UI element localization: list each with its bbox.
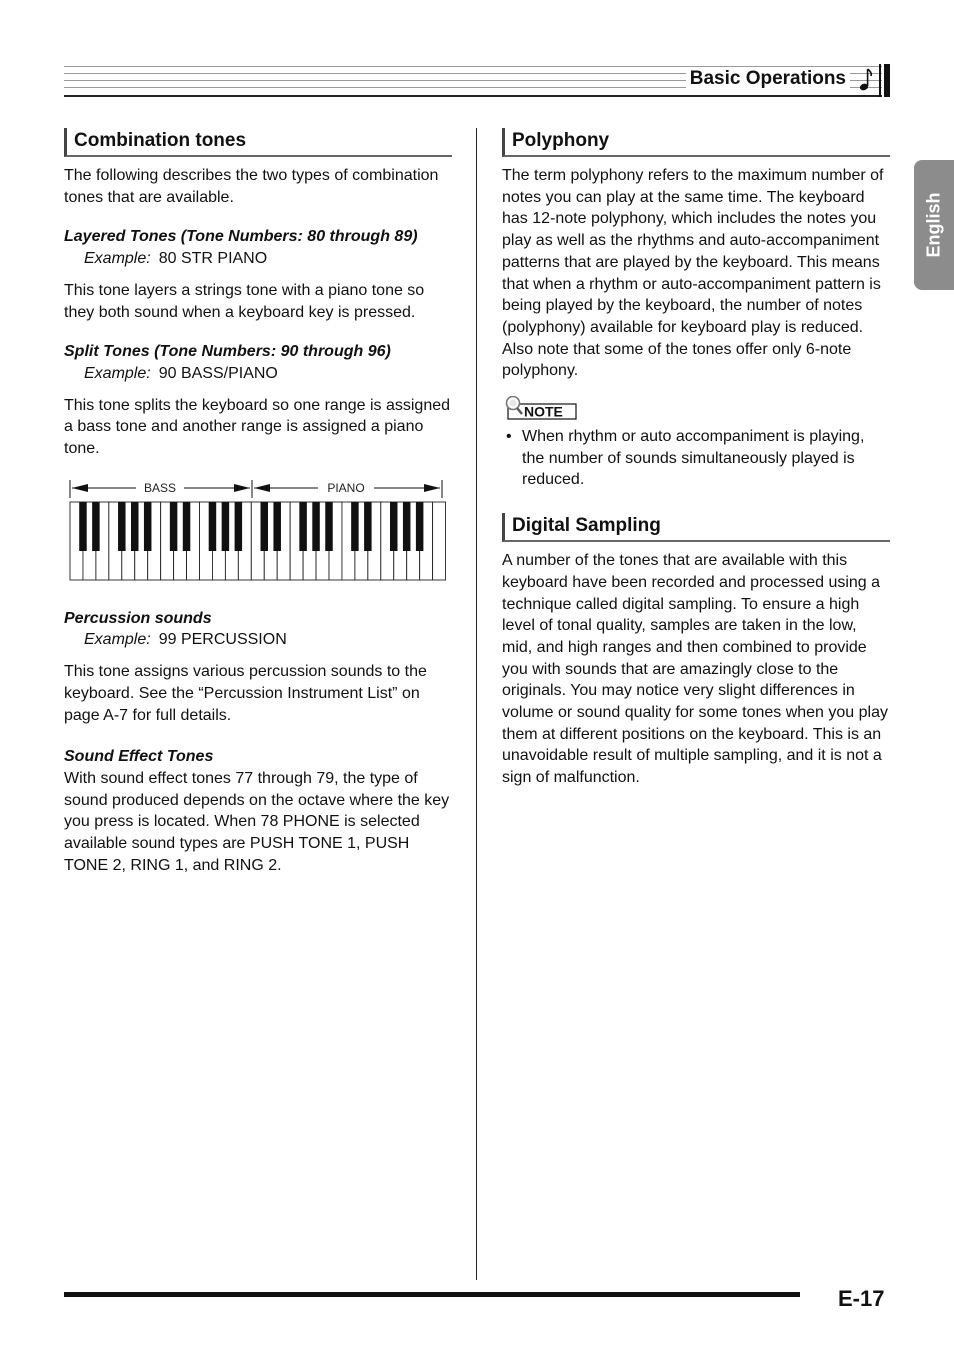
example-label: Example: — [84, 631, 151, 649]
page-header — [64, 64, 890, 98]
subheading-percussion: Percussion sounds — [64, 609, 212, 627]
layered-body: This tone layers a strings tone with a piano tone so they both sound when a keyboard key is pressed. — [64, 281, 425, 321]
arrow-right-icon — [234, 484, 250, 492]
section-heading-polyphony: Polyphony — [502, 128, 890, 157]
split-keyboard-diagram — [68, 480, 446, 586]
language-tab — [914, 160, 954, 290]
header-title: Basic Operations — [686, 68, 850, 90]
note-badge — [502, 396, 890, 422]
black-key — [131, 502, 139, 551]
staff-barline — [879, 64, 881, 97]
example-value: 99 PERCUSSION — [158, 631, 287, 649]
music-note-icon — [859, 67, 873, 93]
footer-rule — [64, 1292, 800, 1297]
example-label: Example: — [84, 364, 151, 382]
black-key — [235, 502, 243, 551]
page-number: E-17 — [838, 1286, 885, 1311]
black-key — [170, 502, 178, 551]
percussion-body: This tone assigns various percussion sounds to the keyboard. See the “Percussion Instrument List” on page A-7 for full details. — [64, 663, 427, 724]
black-key — [79, 502, 87, 551]
column-divider — [476, 128, 477, 1280]
black-key — [364, 502, 372, 551]
black-key — [261, 502, 269, 551]
sound-effect-body: With sound effect tones 77 through 79, the type of sound produced depends on the octave where the key you press is located. When 78 PHONE is selected available sound types are PUSH TONE 1, PUSH TONE 2, RING 1, and RING 2. — [64, 769, 450, 874]
black-key — [222, 502, 230, 551]
polyphony-body: The term polyphony refers to the maximum number of notes you can play at the same time. The keyboard has 12-note polyphony, which includes the notes you play as well as the rhythms and auto-accompaniment patterns that are played by the keyboard. This means that when a rhythm or auto-accompaniment pattern is being played by the keyboard, the number of notes (polyphony) available for keyboard play is reduced. Also note that some of the tones offer only 6-note polyphony. — [502, 167, 884, 380]
subheading-split-tones: Split Tones (Tone Numbers: 90 through 96) — [64, 343, 391, 361]
percussion-example — [84, 629, 452, 651]
keyboard-illustration — [68, 480, 446, 586]
black-key — [299, 502, 307, 551]
split-body: This tone splits the keyboard so one range is assigned a bass tone and another range is assigned a piano tone. — [64, 396, 451, 458]
staff-line — [64, 66, 882, 67]
black-key — [92, 502, 100, 551]
split-example — [84, 363, 452, 385]
layered-example — [84, 248, 452, 270]
arrow-left-icon — [254, 484, 270, 492]
staff-endbar — [884, 64, 890, 97]
right-column — [502, 128, 890, 801]
white-key — [433, 502, 446, 580]
note-magnifier-icon — [502, 396, 582, 422]
piano-label: PIANO — [327, 480, 365, 495]
black-key — [416, 502, 424, 551]
header-rule — [64, 95, 882, 97]
black-key — [403, 502, 411, 551]
combination-intro: The following describes the two types of combination tones that are available. — [64, 167, 439, 206]
white-keys — [70, 502, 446, 580]
black-key — [312, 502, 320, 551]
arrow-left-icon — [72, 484, 88, 492]
black-key — [390, 502, 398, 551]
black-key — [144, 502, 152, 551]
note-label: NOTE — [524, 403, 563, 420]
language-tab-label: English — [923, 192, 944, 258]
arrow-right-icon — [424, 484, 440, 492]
black-key — [209, 502, 217, 551]
subheading-sound-effect: Sound Effect Tones — [64, 748, 214, 766]
digital-sampling-body: A number of the tones that are available with this keyboard have been recorded and processed using a technique called digital sampling. To ensure a high level of tonal quality, samples are taken in the low, mid, and high ranges and then combined to provide you with sounds that are amazingly close to the originals. You may notice very slight differences in volume or sound quality for some tones when you play them at different positions on the keyboard. This is an unavoidable result of multiple sampling, and it is not a sign of malfunction. — [502, 552, 888, 787]
note-bullet: • When rhythm or auto accompaniment is playing, the number of sounds simultaneously played is reduced. — [502, 426, 890, 491]
black-key — [325, 502, 333, 551]
subheading-layered-tones: Layered Tones (Tone Numbers: 80 through 89) — [64, 228, 418, 246]
black-key — [183, 502, 191, 551]
left-column — [64, 128, 452, 888]
black-key — [273, 502, 281, 551]
example-value: 90 BASS/PIANO — [158, 364, 278, 382]
section-heading-combination-tones: Combination tones — [64, 128, 452, 157]
section-heading-digital-sampling: Digital Sampling — [502, 513, 890, 542]
black-key — [351, 502, 359, 551]
example-value: 80 STR PIANO — [158, 250, 268, 268]
black-key — [118, 502, 126, 551]
example-label: Example: — [84, 250, 151, 268]
bass-label: BASS — [143, 480, 177, 495]
